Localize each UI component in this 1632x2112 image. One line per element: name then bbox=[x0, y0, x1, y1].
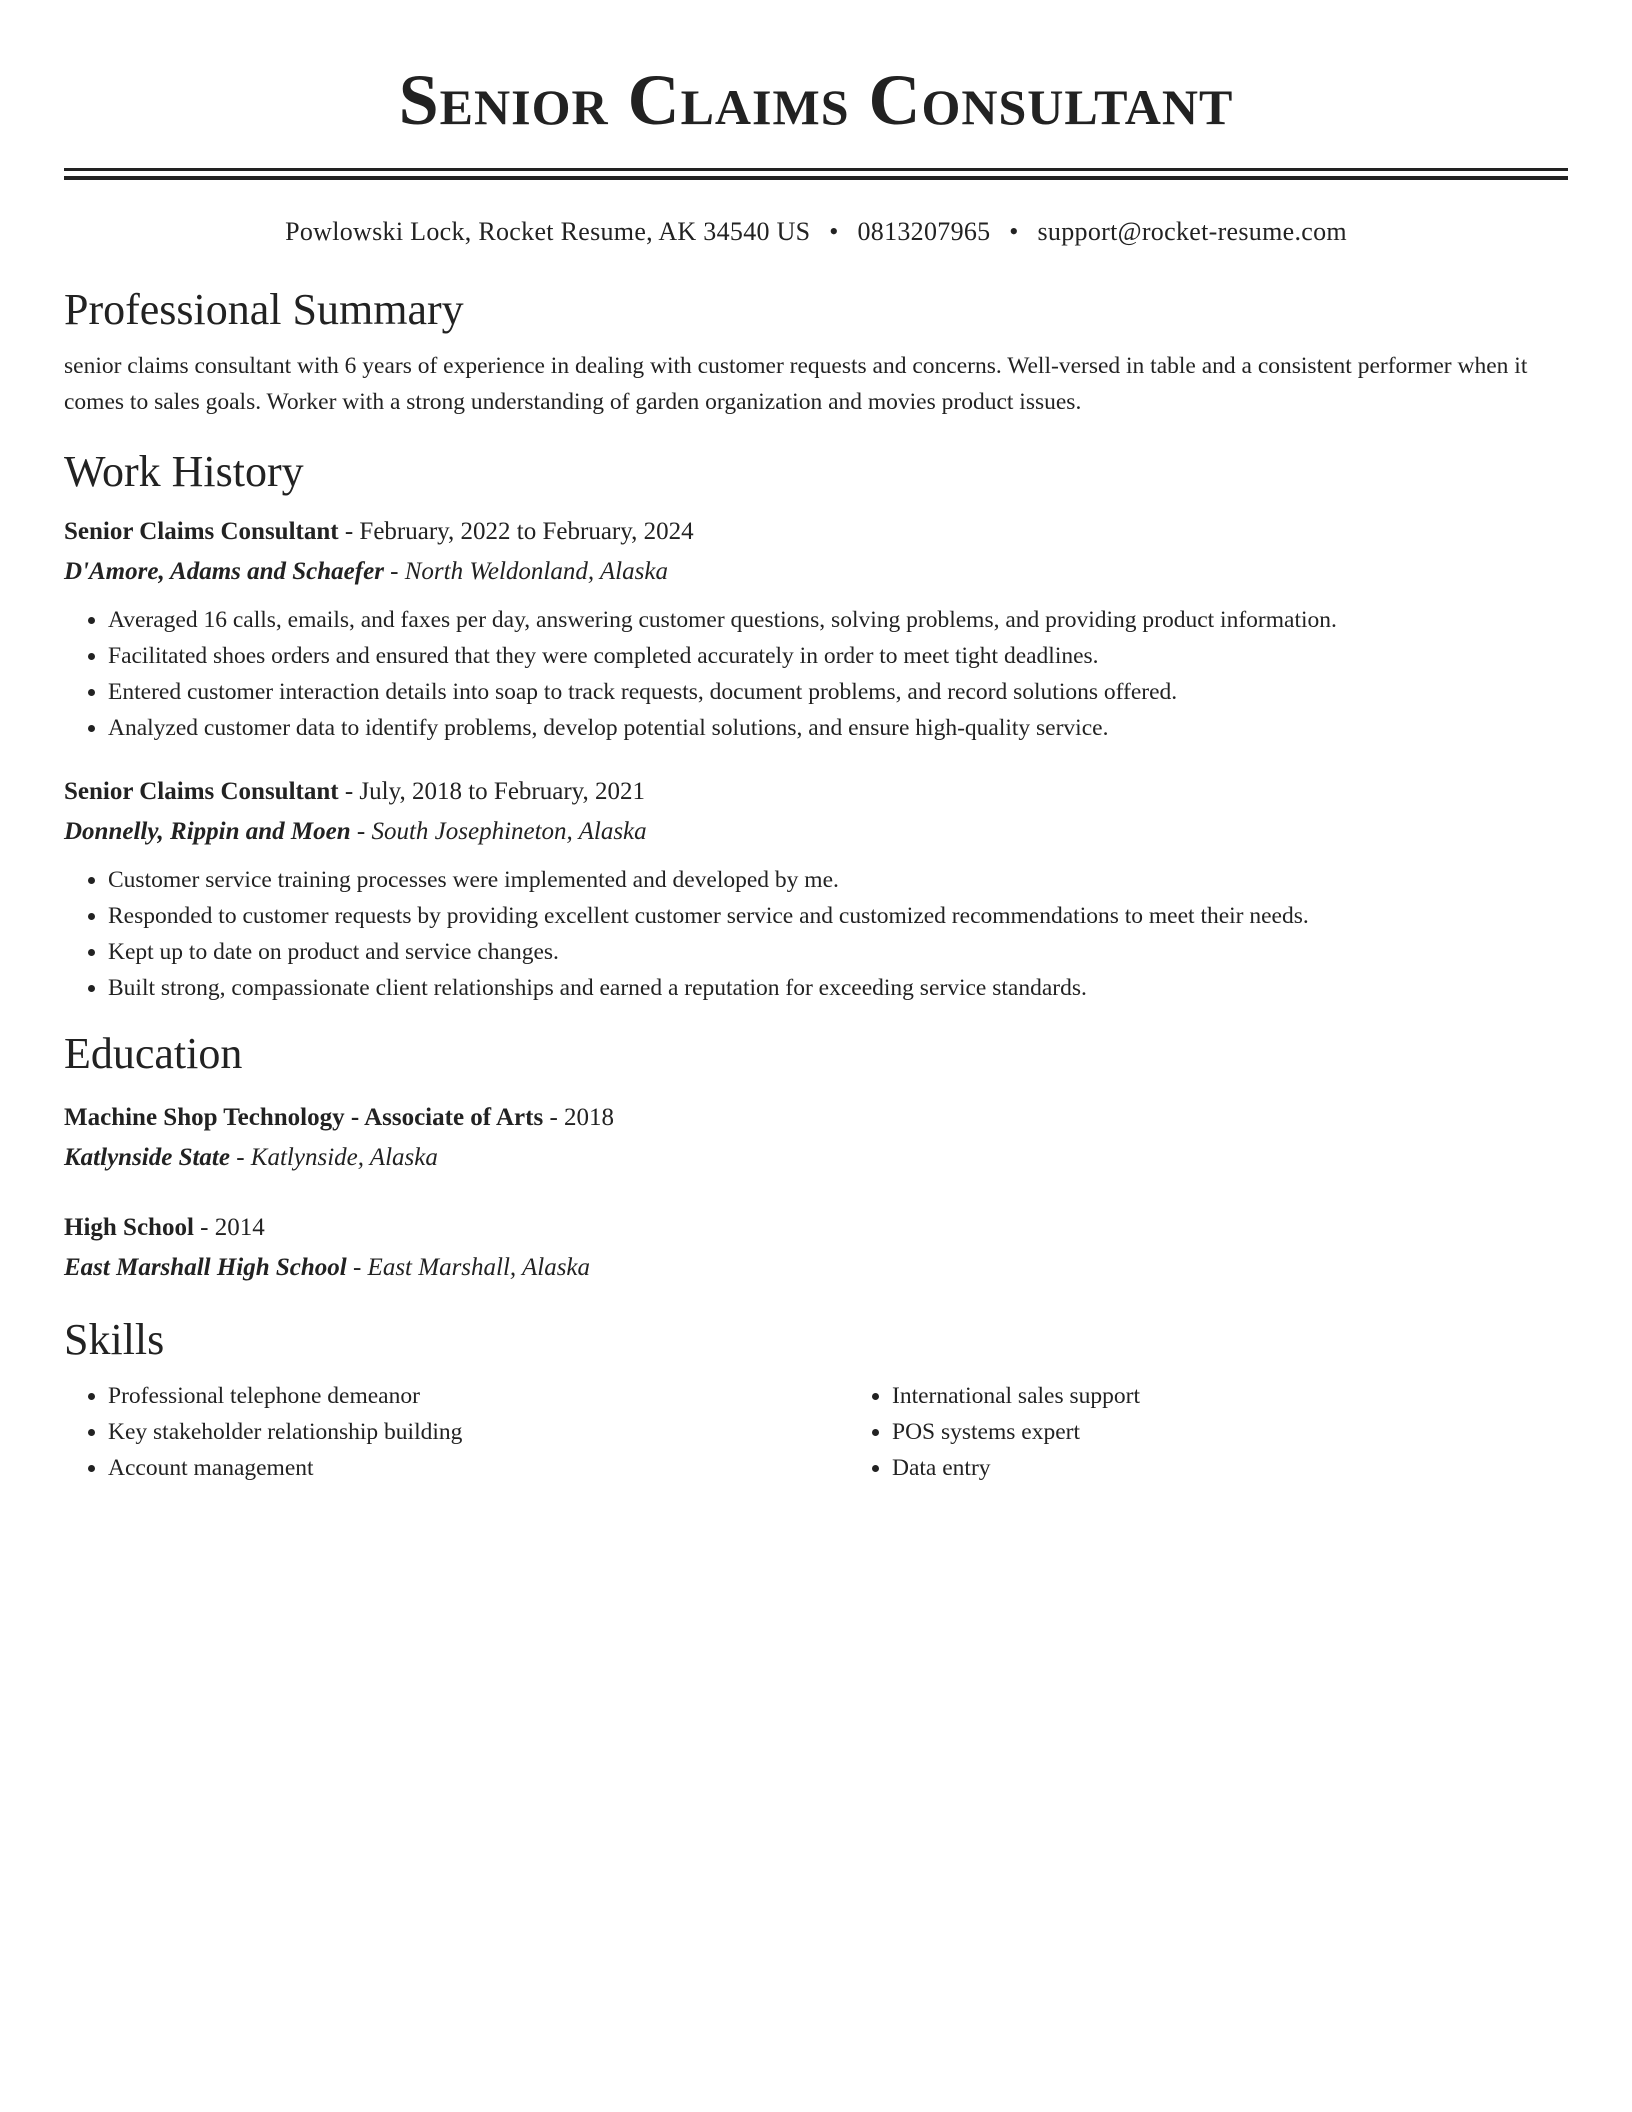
job-header bbox=[64, 772, 1568, 812]
education-school-line bbox=[64, 1138, 1568, 1178]
contact-address: Powlowski Lock, Rocket Resume, AK 34540 US bbox=[285, 217, 811, 246]
skills-list-right bbox=[848, 1378, 1632, 1486]
education-year: - 2018 bbox=[543, 1104, 615, 1131]
job-bullet: • Entered customer interaction details into soap to track requests, document problems, and record solutions offered. bbox=[108, 674, 1568, 710]
skill-item: • Account management bbox=[108, 1450, 848, 1486]
contact-line bbox=[64, 216, 1568, 248]
education-location: - East Marshall, Alaska bbox=[346, 1254, 591, 1281]
job-bullet-list bbox=[64, 602, 1568, 746]
job-company: Donnelly, Rippin and Moen bbox=[64, 818, 351, 845]
education-year: - 2014 bbox=[193, 1214, 265, 1241]
skill-item: • POS systems expert bbox=[892, 1414, 1632, 1450]
work-history-section-title: Work History bbox=[64, 447, 304, 496]
education-degree: High School bbox=[64, 1214, 194, 1241]
education-school-line bbox=[64, 1248, 1568, 1288]
job-bullet: • Kept up to date on product and service changes. bbox=[108, 934, 1568, 970]
job-bullet: • Averaged 16 calls, emails, and faxes per day, answering customer questions, solving problems, and providing product information. bbox=[108, 602, 1568, 638]
education-school: East Marshall High School bbox=[64, 1254, 347, 1281]
education-header bbox=[64, 1098, 1568, 1138]
job-dates: - July, 2018 to February, 2021 bbox=[338, 778, 646, 805]
skill-item: • Key stakeholder relationship building bbox=[108, 1414, 848, 1450]
job-bullet: • Responded to customer requests by providing excellent customer service and customized recommendations to meet their needs. bbox=[108, 898, 1568, 934]
skill-item: • Professional telephone demeanor bbox=[108, 1378, 848, 1414]
job-entry bbox=[64, 512, 1568, 746]
education-entry bbox=[64, 1208, 1568, 1288]
education-entry bbox=[64, 1098, 1568, 1178]
job-header bbox=[64, 512, 1568, 552]
education-location: - Katlynside, Alaska bbox=[229, 1144, 438, 1171]
contact-email: support@rocket-resume.com bbox=[1037, 217, 1347, 246]
education-header bbox=[64, 1208, 1568, 1248]
job-bullet: • Facilitated shoes orders and ensured that they were completed accurately in order to meet tight deadlines. bbox=[108, 638, 1568, 674]
job-position: Senior Claims Consultant bbox=[64, 778, 339, 805]
job-company: D'Amore, Adams and Schaefer bbox=[64, 558, 384, 585]
job-bullet: • Customer service training processes were implemented and developed by me. bbox=[108, 862, 1568, 898]
job-entry bbox=[64, 772, 1568, 1006]
contact-phone: 0813207965 bbox=[857, 217, 991, 246]
job-location: - South Josephineton, Alaska bbox=[350, 818, 647, 845]
skills-section-title: Skills bbox=[64, 1315, 165, 1364]
job-bullet: • Analyzed customer data to identify problems, develop potential solutions, and ensure high-quality service. bbox=[108, 710, 1568, 746]
job-employer bbox=[64, 552, 1568, 592]
education-degree: Machine Shop Technology - Associate of Arts bbox=[64, 1104, 544, 1131]
header-double-rule bbox=[64, 168, 1568, 180]
resume-name-heading: Senior Claims Consultant bbox=[398, 60, 1234, 140]
skill-item: • International sales support bbox=[892, 1378, 1632, 1414]
summary-section-title: Professional Summary bbox=[64, 285, 464, 334]
education-school: Katlynside State bbox=[64, 1144, 230, 1171]
job-position: Senior Claims Consultant bbox=[64, 518, 339, 545]
contact-separator: • bbox=[829, 217, 839, 246]
job-dates: - February, 2022 to February, 2024 bbox=[338, 518, 694, 545]
job-bullet-list bbox=[64, 862, 1568, 1006]
education-section-title: Education bbox=[64, 1029, 243, 1078]
job-location: - North Weldonland, Alaska bbox=[383, 558, 668, 585]
job-bullet: • Built strong, compassionate client relationships and earned a reputation for exceeding service standards. bbox=[108, 970, 1568, 1006]
contact-separator: • bbox=[1009, 217, 1019, 246]
skill-item: • Data entry bbox=[892, 1450, 1632, 1486]
skills-columns bbox=[64, 1378, 1568, 1486]
summary-text: senior claims consultant with 6 years of experience in dealing with customer requests and concerns. Well-versed in table and a consistent performer when it comes to sales goals. Worker with a strong understanding of garden organization and movies product issues. bbox=[64, 353, 1528, 415]
skills-list-left bbox=[64, 1378, 848, 1486]
job-employer bbox=[64, 812, 1568, 852]
